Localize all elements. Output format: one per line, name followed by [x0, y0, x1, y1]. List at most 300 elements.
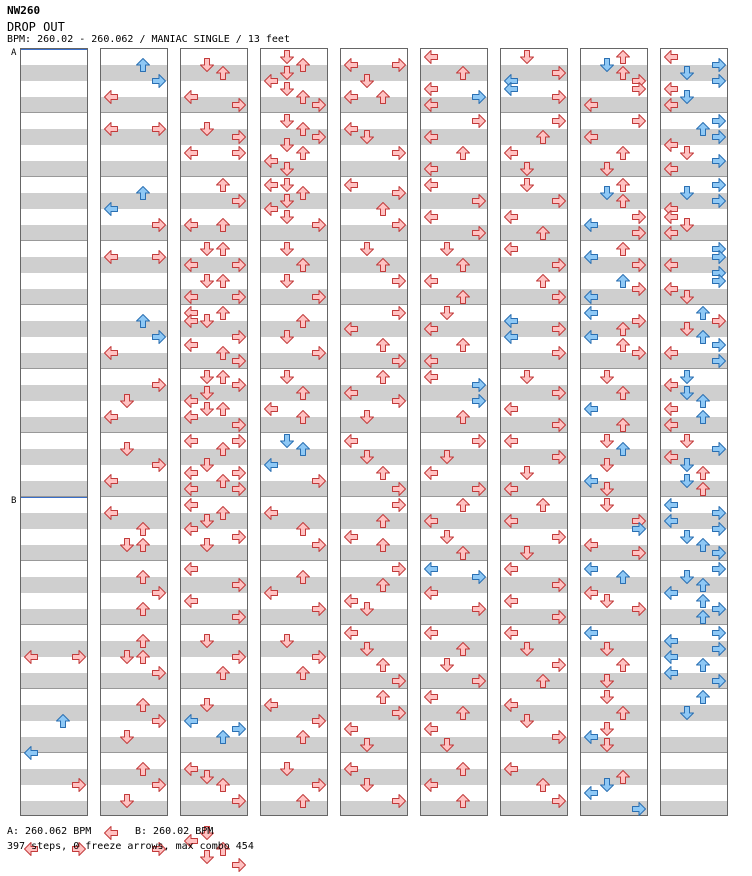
right-arrow-icon: [631, 545, 647, 561]
right-arrow-icon: [551, 609, 567, 625]
down-arrow-icon: [599, 433, 615, 449]
left-arrow-icon: [103, 121, 119, 137]
left-arrow-icon: [23, 649, 39, 665]
bpm-line-b: [21, 497, 87, 498]
left-arrow-icon: [663, 49, 679, 65]
measure-line: [21, 368, 87, 369]
up-arrow-icon: [695, 465, 711, 481]
right-arrow-icon: [711, 249, 727, 265]
measure-line: [181, 688, 247, 689]
left-arrow-icon: [503, 593, 519, 609]
down-arrow-icon: [519, 369, 535, 385]
up-arrow-icon: [135, 185, 151, 201]
down-arrow-icon: [119, 537, 135, 553]
left-arrow-icon: [343, 177, 359, 193]
down-arrow-icon: [279, 177, 295, 193]
right-arrow-icon: [711, 177, 727, 193]
measure-line: [181, 752, 247, 753]
right-arrow-icon: [311, 217, 327, 233]
left-arrow-icon: [423, 97, 439, 113]
up-arrow-icon: [375, 369, 391, 385]
left-arrow-icon: [183, 145, 199, 161]
measure-line: [21, 112, 87, 113]
down-arrow-icon: [439, 241, 455, 257]
right-arrow-icon: [631, 313, 647, 329]
down-arrow-icon: [599, 721, 615, 737]
measure-line: [101, 432, 167, 433]
right-arrow-icon: [551, 577, 567, 593]
right-arrow-icon: [631, 209, 647, 225]
right-arrow-icon: [391, 145, 407, 161]
right-arrow-icon: [551, 417, 567, 433]
left-arrow-icon: [103, 345, 119, 361]
right-arrow-icon: [231, 529, 247, 545]
chart-column-1: [20, 48, 88, 816]
measure-line: [261, 688, 327, 689]
right-arrow-icon: [151, 377, 167, 393]
right-arrow-icon: [711, 441, 727, 457]
down-arrow-icon: [519, 465, 535, 481]
down-arrow-icon: [199, 313, 215, 329]
down-arrow-icon: [279, 49, 295, 65]
right-arrow-icon: [391, 481, 407, 497]
right-arrow-icon: [711, 337, 727, 353]
up-arrow-icon: [135, 761, 151, 777]
left-arrow-icon: [183, 761, 199, 777]
left-arrow-icon: [343, 89, 359, 105]
up-arrow-icon: [615, 441, 631, 457]
up-arrow-icon: [135, 697, 151, 713]
right-arrow-icon: [391, 217, 407, 233]
up-arrow-icon: [215, 729, 231, 745]
left-arrow-icon: [423, 689, 439, 705]
up-arrow-icon: [215, 65, 231, 81]
left-arrow-icon: [423, 585, 439, 601]
right-arrow-icon: [471, 193, 487, 209]
left-arrow-icon: [423, 81, 439, 97]
up-arrow-icon: [295, 521, 311, 537]
left-arrow-icon: [263, 697, 279, 713]
right-arrow-icon: [231, 329, 247, 345]
left-arrow-icon: [103, 249, 119, 265]
right-arrow-icon: [551, 89, 567, 105]
left-arrow-icon: [423, 369, 439, 385]
down-arrow-icon: [439, 657, 455, 673]
up-arrow-icon: [615, 337, 631, 353]
down-arrow-icon: [199, 369, 215, 385]
right-arrow-icon: [391, 353, 407, 369]
down-arrow-icon: [679, 529, 695, 545]
left-arrow-icon: [343, 57, 359, 73]
up-arrow-icon: [615, 273, 631, 289]
right-arrow-icon: [711, 153, 727, 169]
up-arrow-icon: [295, 793, 311, 809]
left-arrow-icon: [663, 161, 679, 177]
right-arrow-icon: [631, 601, 647, 617]
left-arrow-icon: [663, 449, 679, 465]
right-arrow-icon: [551, 113, 567, 129]
down-arrow-icon: [359, 409, 375, 425]
left-arrow-icon: [263, 153, 279, 169]
down-arrow-icon: [679, 569, 695, 585]
left-arrow-icon: [503, 761, 519, 777]
right-arrow-icon: [391, 185, 407, 201]
up-arrow-icon: [215, 505, 231, 521]
chart-column-6: [420, 48, 488, 816]
right-arrow-icon: [471, 481, 487, 497]
down-arrow-icon: [279, 273, 295, 289]
right-arrow-icon: [711, 313, 727, 329]
chart-column-3: [180, 48, 248, 816]
down-arrow-icon: [279, 209, 295, 225]
down-arrow-icon: [199, 513, 215, 529]
down-arrow-icon: [279, 369, 295, 385]
left-arrow-icon: [183, 393, 199, 409]
up-arrow-icon: [295, 729, 311, 745]
left-arrow-icon: [343, 121, 359, 137]
up-arrow-icon: [695, 481, 711, 497]
left-arrow-icon: [183, 465, 199, 481]
left-arrow-icon: [583, 249, 599, 265]
left-arrow-icon: [663, 97, 679, 113]
right-arrow-icon: [711, 57, 727, 73]
right-arrow-icon: [311, 777, 327, 793]
measure-line: [261, 752, 327, 753]
bpm-line-a: [21, 49, 87, 50]
left-arrow-icon: [423, 721, 439, 737]
down-arrow-icon: [679, 433, 695, 449]
up-arrow-icon: [615, 705, 631, 721]
right-arrow-icon: [391, 793, 407, 809]
down-arrow-icon: [599, 737, 615, 753]
up-arrow-icon: [695, 393, 711, 409]
up-arrow-icon: [695, 609, 711, 625]
bpm-marker-a: A: [11, 48, 17, 58]
right-arrow-icon: [471, 673, 487, 689]
right-arrow-icon: [711, 273, 727, 289]
down-arrow-icon: [119, 441, 135, 457]
left-arrow-icon: [263, 401, 279, 417]
left-arrow-icon: [183, 593, 199, 609]
right-arrow-icon: [311, 289, 327, 305]
up-arrow-icon: [215, 369, 231, 385]
up-arrow-icon: [695, 593, 711, 609]
right-arrow-icon: [711, 129, 727, 145]
left-arrow-icon: [263, 177, 279, 193]
down-arrow-icon: [519, 49, 535, 65]
right-arrow-icon: [551, 289, 567, 305]
right-arrow-icon: [551, 793, 567, 809]
up-arrow-icon: [615, 177, 631, 193]
right-arrow-icon: [231, 721, 247, 737]
right-arrow-icon: [151, 457, 167, 473]
right-arrow-icon: [231, 377, 247, 393]
right-arrow-icon: [551, 257, 567, 273]
left-arrow-icon: [263, 505, 279, 521]
left-arrow-icon: [663, 417, 679, 433]
right-arrow-icon: [311, 129, 327, 145]
left-arrow-icon: [423, 353, 439, 369]
up-arrow-icon: [295, 313, 311, 329]
measure-line: [101, 560, 167, 561]
up-arrow-icon: [295, 57, 311, 73]
down-arrow-icon: [199, 769, 215, 785]
down-arrow-icon: [679, 457, 695, 473]
right-arrow-icon: [231, 433, 247, 449]
bpm-legend-b: B: 260.02 BPM: [135, 826, 214, 837]
left-arrow-icon: [423, 129, 439, 145]
measure-line: [21, 176, 87, 177]
left-arrow-icon: [663, 81, 679, 97]
left-arrow-icon: [423, 465, 439, 481]
right-arrow-icon: [711, 601, 727, 617]
right-arrow-icon: [551, 345, 567, 361]
down-arrow-icon: [119, 793, 135, 809]
down-arrow-icon: [119, 393, 135, 409]
chart-column-2: [100, 48, 168, 816]
down-arrow-icon: [679, 89, 695, 105]
left-arrow-icon: [343, 385, 359, 401]
left-arrow-icon: [583, 537, 599, 553]
right-arrow-icon: [231, 857, 247, 873]
up-arrow-icon: [455, 257, 471, 273]
up-arrow-icon: [615, 65, 631, 81]
left-arrow-icon: [503, 329, 519, 345]
up-arrow-icon: [55, 713, 71, 729]
left-arrow-icon: [503, 561, 519, 577]
up-arrow-icon: [695, 305, 711, 321]
down-arrow-icon: [599, 689, 615, 705]
bpm-legend-a: A: 260.062 BPM: [7, 826, 92, 837]
measure-line: [21, 560, 87, 561]
right-arrow-icon: [391, 305, 407, 321]
up-arrow-icon: [455, 793, 471, 809]
left-arrow-icon: [663, 585, 679, 601]
left-arrow-icon: [583, 305, 599, 321]
right-arrow-icon: [151, 217, 167, 233]
right-arrow-icon: [311, 649, 327, 665]
up-arrow-icon: [215, 473, 231, 489]
down-arrow-icon: [199, 697, 215, 713]
down-arrow-icon: [359, 737, 375, 753]
down-arrow-icon: [679, 65, 695, 81]
left-arrow-icon: [183, 561, 199, 577]
down-arrow-icon: [279, 761, 295, 777]
right-arrow-icon: [631, 225, 647, 241]
up-arrow-icon: [615, 769, 631, 785]
up-arrow-icon: [375, 89, 391, 105]
left-arrow-icon: [663, 257, 679, 273]
left-arrow-icon: [343, 321, 359, 337]
up-arrow-icon: [215, 345, 231, 361]
chart-column-4: [260, 48, 328, 816]
left-arrow-icon: [263, 73, 279, 89]
left-arrow-icon: [503, 81, 519, 97]
right-arrow-icon: [311, 601, 327, 617]
left-arrow-icon: [343, 761, 359, 777]
chart-column-8: [580, 48, 648, 816]
left-arrow-icon: [503, 433, 519, 449]
right-arrow-icon: [231, 793, 247, 809]
right-arrow-icon: [471, 569, 487, 585]
right-arrow-icon: [711, 641, 727, 657]
down-arrow-icon: [199, 241, 215, 257]
up-arrow-icon: [615, 385, 631, 401]
right-arrow-icon: [231, 145, 247, 161]
left-arrow-icon: [103, 409, 119, 425]
down-arrow-icon: [519, 641, 535, 657]
measure-line: [21, 688, 87, 689]
up-arrow-icon: [215, 777, 231, 793]
up-arrow-icon: [215, 665, 231, 681]
left-arrow-icon: [503, 313, 519, 329]
step-stats: 397 steps, 0 freeze arrows, max combo 454: [7, 841, 254, 852]
right-arrow-icon: [231, 97, 247, 113]
up-arrow-icon: [295, 569, 311, 585]
left-arrow-icon: [503, 145, 519, 161]
up-arrow-icon: [135, 313, 151, 329]
left-arrow-icon: [663, 281, 679, 297]
up-arrow-icon: [135, 521, 151, 537]
up-arrow-icon: [615, 193, 631, 209]
right-arrow-icon: [151, 777, 167, 793]
down-arrow-icon: [359, 777, 375, 793]
right-arrow-icon: [231, 289, 247, 305]
right-arrow-icon: [711, 73, 727, 89]
bpm-marker-b: B: [11, 496, 17, 506]
down-arrow-icon: [519, 545, 535, 561]
left-arrow-icon: [263, 457, 279, 473]
left-arrow-icon: [663, 345, 679, 361]
right-arrow-icon: [231, 129, 247, 145]
left-arrow-icon: [183, 521, 199, 537]
up-arrow-icon: [695, 657, 711, 673]
up-arrow-icon: [455, 545, 471, 561]
down-arrow-icon: [279, 633, 295, 649]
up-arrow-icon: [375, 257, 391, 273]
up-arrow-icon: [695, 329, 711, 345]
right-arrow-icon: [551, 193, 567, 209]
left-arrow-icon: [583, 561, 599, 577]
right-arrow-icon: [711, 193, 727, 209]
down-arrow-icon: [599, 497, 615, 513]
right-arrow-icon: [231, 609, 247, 625]
up-arrow-icon: [215, 217, 231, 233]
right-arrow-icon: [311, 713, 327, 729]
right-arrow-icon: [231, 465, 247, 481]
down-arrow-icon: [519, 161, 535, 177]
left-arrow-icon: [583, 473, 599, 489]
up-arrow-icon: [135, 601, 151, 617]
up-arrow-icon: [535, 673, 551, 689]
right-arrow-icon: [71, 649, 87, 665]
left-arrow-icon: [503, 697, 519, 713]
down-arrow-icon: [119, 729, 135, 745]
measure-line: [181, 176, 247, 177]
left-arrow-icon: [663, 209, 679, 225]
right-arrow-icon: [151, 713, 167, 729]
down-arrow-icon: [679, 145, 695, 161]
left-arrow-icon: [183, 337, 199, 353]
down-arrow-icon: [679, 289, 695, 305]
measure-line: [101, 240, 167, 241]
right-arrow-icon: [711, 625, 727, 641]
right-arrow-icon: [151, 73, 167, 89]
left-arrow-icon: [583, 625, 599, 641]
measure-line: [21, 432, 87, 433]
down-arrow-icon: [359, 641, 375, 657]
right-arrow-icon: [151, 665, 167, 681]
right-arrow-icon: [231, 193, 247, 209]
up-arrow-icon: [535, 129, 551, 145]
right-arrow-icon: [151, 329, 167, 345]
down-arrow-icon: [279, 193, 295, 209]
up-arrow-icon: [695, 577, 711, 593]
chart-column-7: [500, 48, 568, 816]
left-arrow-icon: [583, 97, 599, 113]
right-arrow-icon: [551, 529, 567, 545]
right-arrow-icon: [711, 521, 727, 537]
up-arrow-icon: [535, 777, 551, 793]
right-arrow-icon: [471, 377, 487, 393]
down-arrow-icon: [279, 137, 295, 153]
down-arrow-icon: [439, 305, 455, 321]
left-arrow-icon: [503, 241, 519, 257]
left-arrow-icon: [103, 89, 119, 105]
right-arrow-icon: [711, 561, 727, 577]
right-arrow-icon: [231, 481, 247, 497]
down-arrow-icon: [199, 121, 215, 137]
down-arrow-icon: [279, 65, 295, 81]
up-arrow-icon: [615, 145, 631, 161]
up-arrow-icon: [215, 305, 231, 321]
left-arrow-icon: [503, 481, 519, 497]
left-arrow-icon: [423, 49, 439, 65]
up-arrow-icon: [455, 409, 471, 425]
up-arrow-icon: [695, 121, 711, 137]
right-arrow-icon: [151, 585, 167, 601]
up-arrow-icon: [135, 537, 151, 553]
measure-line: [261, 496, 327, 497]
down-arrow-icon: [519, 713, 535, 729]
left-arrow-icon: [583, 329, 599, 345]
up-arrow-icon: [375, 537, 391, 553]
left-arrow-icon: [583, 585, 599, 601]
left-arrow-icon: [423, 513, 439, 529]
up-arrow-icon: [455, 705, 471, 721]
left-arrow-icon: [343, 625, 359, 641]
measure-line: [101, 368, 167, 369]
down-arrow-icon: [279, 433, 295, 449]
right-arrow-icon: [471, 89, 487, 105]
up-arrow-icon: [615, 657, 631, 673]
up-arrow-icon: [455, 761, 471, 777]
left-arrow-icon: [583, 129, 599, 145]
right-arrow-icon: [71, 777, 87, 793]
down-arrow-icon: [599, 481, 615, 497]
measure-line: [341, 112, 407, 113]
up-arrow-icon: [375, 201, 391, 217]
up-arrow-icon: [295, 665, 311, 681]
left-arrow-icon: [423, 161, 439, 177]
down-arrow-icon: [279, 81, 295, 97]
up-arrow-icon: [295, 89, 311, 105]
up-arrow-icon: [295, 145, 311, 161]
measure-line: [21, 304, 87, 305]
down-arrow-icon: [359, 601, 375, 617]
right-arrow-icon: [711, 673, 727, 689]
down-arrow-icon: [599, 369, 615, 385]
